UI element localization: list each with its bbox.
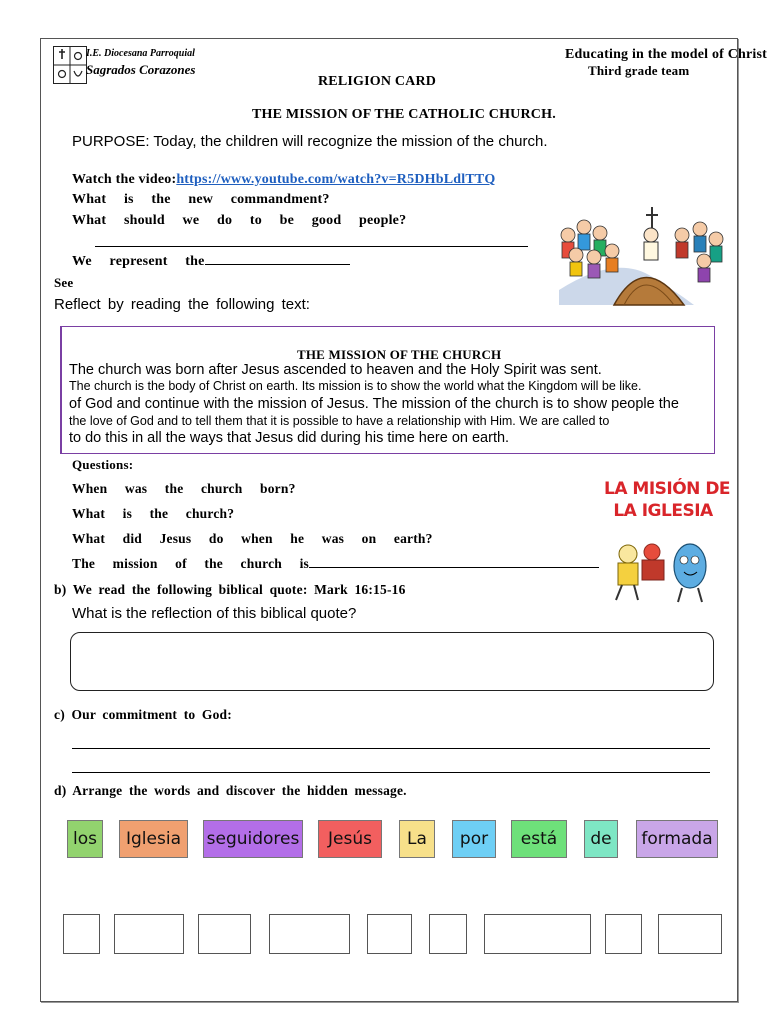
section-b-label: b) We read the following biblical quote: Mark 16:15-16 xyxy=(54,582,406,597)
video-line xyxy=(72,172,545,188)
word-tile-esta[interactable]: está xyxy=(511,820,567,858)
reading-line-4: the love of God and to tell them that it is possible to have a relationship with Him. We are called to xyxy=(69,414,610,428)
video-link[interactable]: https://www.youtube.com/watch?v=R5DHbLdlTTQ xyxy=(176,172,496,187)
school-name-line2: Sagrados Corazones xyxy=(86,62,196,77)
section-d-label: d) Arrange the words and discover the hidden message. xyxy=(54,783,407,798)
reading-line-2: The church is the body of Christ on earth. Its mission is to show the world what the Kingdom will be like. xyxy=(69,379,642,393)
question-what-church: What is the church? xyxy=(72,506,235,521)
answer-line-1[interactable] xyxy=(95,246,528,247)
reading-line-1: The church was born after Jesus ascended to heaven and the Holy Spirit was sent. xyxy=(69,362,602,378)
answer-box-7[interactable] xyxy=(484,914,591,954)
reading-line-3: of God and continue with the mission of Jesus. The mission of the church is to show people the xyxy=(69,396,679,412)
questions-label: Questions: xyxy=(72,457,134,472)
represent-text: We represent the xyxy=(72,254,205,269)
question-mission-line xyxy=(72,556,599,572)
answer-box-4[interactable] xyxy=(269,914,350,954)
commitment-line-1[interactable] xyxy=(72,748,710,749)
answer-box-1[interactable] xyxy=(63,914,100,954)
motto: Educating in the model of Christ xyxy=(565,47,768,62)
answer-box-5[interactable] xyxy=(367,914,412,954)
word-tile-jesus[interactable]: Jesús xyxy=(318,820,382,858)
answer-box-2[interactable] xyxy=(114,914,184,954)
mision-illustration xyxy=(604,478,731,608)
word-tile-iglesia[interactable]: Iglesia xyxy=(119,820,188,858)
answer-box-3[interactable] xyxy=(198,914,251,954)
section-b-question: What is the reflection of this biblical quote? xyxy=(72,605,357,622)
church-people-icon xyxy=(554,195,732,317)
represent-blank[interactable] xyxy=(205,264,350,265)
mision-characters-icon xyxy=(612,532,712,606)
commitment-line-2[interactable] xyxy=(72,772,710,773)
see-label: See xyxy=(54,275,74,290)
word-tile-formada[interactable]: formada xyxy=(636,820,718,858)
reflect-text: Reflect by reading the following text: xyxy=(54,296,310,313)
card-title: RELIGION CARD xyxy=(318,74,437,89)
reflection-answer-box[interactable] xyxy=(70,632,714,691)
page-title: THE MISSION OF THE CATHOLIC CHURCH. xyxy=(252,107,556,122)
word-tile-seguidores[interactable]: seguidores xyxy=(203,820,303,858)
question-born: When was the church born? xyxy=(72,481,296,496)
answer-box-9[interactable] xyxy=(658,914,722,954)
question-good-people: What should we do to be good people? xyxy=(72,213,407,228)
church-illustration xyxy=(554,195,732,317)
represent-line xyxy=(72,254,350,270)
question-mission: The mission of the church is xyxy=(72,556,309,571)
school-name-line1: I.E. Diocesana Parroquial xyxy=(86,48,195,59)
word-tile-la[interactable]: La xyxy=(399,820,435,858)
school-logo xyxy=(53,46,87,84)
reading-heading: THE MISSION OF THE CHURCH xyxy=(297,347,502,362)
question-new-commandment: What is the new commandment? xyxy=(72,192,330,207)
answer-box-8[interactable] xyxy=(605,914,642,954)
mision-title-line1: LA MISIÓN DE xyxy=(604,479,731,499)
question-jesus-earth: What did Jesus do when he was on earth? xyxy=(72,531,433,546)
purpose-text: PURPOSE: Today, the children will recognize the mission of the church. xyxy=(72,133,548,150)
reading-line-5: to do this in all the ways that Jesus did during his time here on earth. xyxy=(69,430,510,446)
video-label: Watch the video: xyxy=(72,172,177,187)
word-tile-de[interactable]: de xyxy=(584,820,618,858)
mision-title-line2: LA IGLESIA xyxy=(613,501,713,521)
team: Third grade team xyxy=(588,63,690,78)
mission-blank[interactable] xyxy=(309,567,599,568)
school-crest-icon xyxy=(54,47,86,83)
word-tile-por[interactable]: por xyxy=(452,820,496,858)
answer-box-6[interactable] xyxy=(429,914,467,954)
word-tile-los[interactable]: los xyxy=(67,820,103,858)
section-c-label: c) Our commitment to God: xyxy=(54,707,232,722)
